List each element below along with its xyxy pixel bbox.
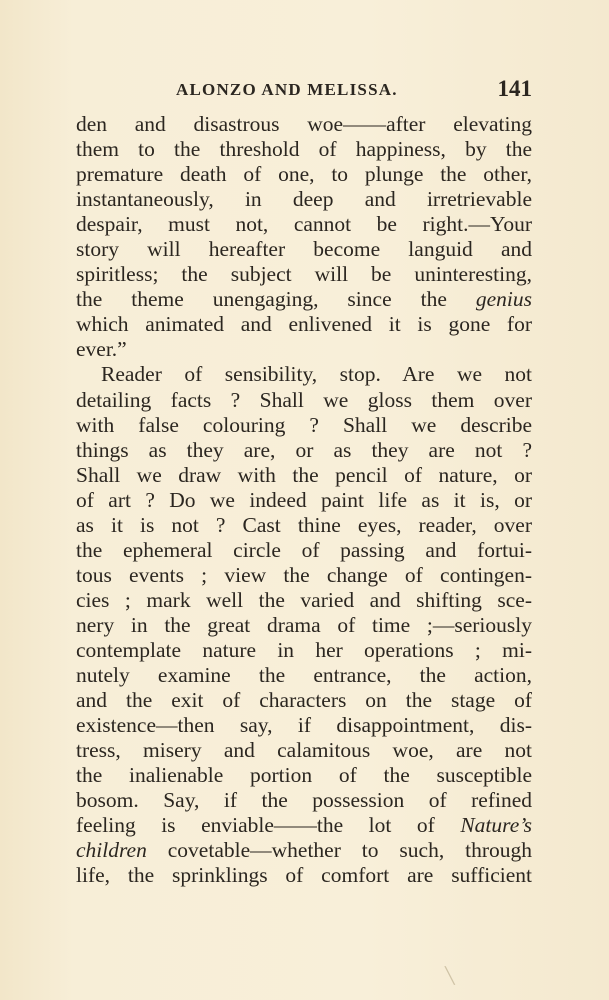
text-line: of art ? Do we indeed paint life as it is, or	[76, 487, 532, 512]
text-line: den and disastrous woe——after elevating	[76, 112, 532, 136]
italic-word: Nature’s	[460, 813, 532, 838]
text-line: children covetable—whether to such, through	[76, 838, 532, 863]
text-line: which animated and enlivened it is gone for	[76, 312, 532, 337]
running-title: ALONZO AND MELISSA.	[176, 80, 398, 99]
paragraph-start-line: Reader of sensibility, stop. Are we not	[101, 362, 532, 387]
text-line: tous events ; view the change of contingen-	[76, 562, 532, 587]
text-line: premature death of one, to plunge the other,	[76, 162, 532, 187]
italic-word: genius	[475, 287, 532, 312]
text-line: cies ; mark well the varied and shifting sce-	[76, 587, 532, 612]
text-line: nutely examine the entrance, the action,	[76, 663, 532, 688]
italic-word: children	[76, 838, 147, 863]
text-line: story will hereafter become languid and	[76, 237, 532, 262]
paper-blemish: ╲	[445, 968, 455, 985]
text-line: bosom. Say, if the possession of refined	[76, 788, 532, 813]
text-line: with false colouring ? Shall we describe	[76, 412, 532, 437]
paragraph-end-line: ever.”	[76, 337, 127, 362]
text-line: them to the threshold of happiness, by the	[76, 137, 532, 162]
text-line: existence—then say, if disappointment, dis-	[76, 713, 532, 738]
text-line: the theme unengaging, since the genius	[76, 287, 532, 312]
text-line: tress, misery and calamitous woe, are not	[76, 738, 532, 763]
text-line: as it is not ? Cast thine eyes, reader, over	[76, 512, 532, 537]
text-line: despair, must not, cannot be right.—Your	[76, 212, 532, 237]
text-line: the inalienable portion of the susceptible	[76, 763, 532, 788]
body-text	[76, 112, 532, 888]
text-line: the ephemeral circle of passing and fortui-	[76, 537, 532, 562]
text-line: spiritless; the subject will be uninteresting,	[76, 262, 532, 287]
text-line: nery in the great drama of time ;—seriously	[76, 612, 532, 637]
text-line: detailing facts ? Shall we gloss them over	[76, 387, 532, 412]
text-line: feeling is enviable——the lot of Nature’s	[76, 813, 532, 838]
text-line: things as they are, or as they are not ?	[76, 437, 532, 462]
text-line: contemplate nature in her operations ; mi-	[76, 637, 532, 662]
page-number: 141	[497, 76, 532, 101]
text-line: instantaneously, in deep and irretrievable	[76, 187, 532, 212]
text-line: Shall we draw with the pencil of nature, or	[76, 462, 532, 487]
text-line: and the exit of characters on the stage of	[76, 688, 532, 713]
text-line: life, the sprinklings of comfort are sufficient	[76, 863, 532, 888]
running-head	[76, 76, 532, 106]
